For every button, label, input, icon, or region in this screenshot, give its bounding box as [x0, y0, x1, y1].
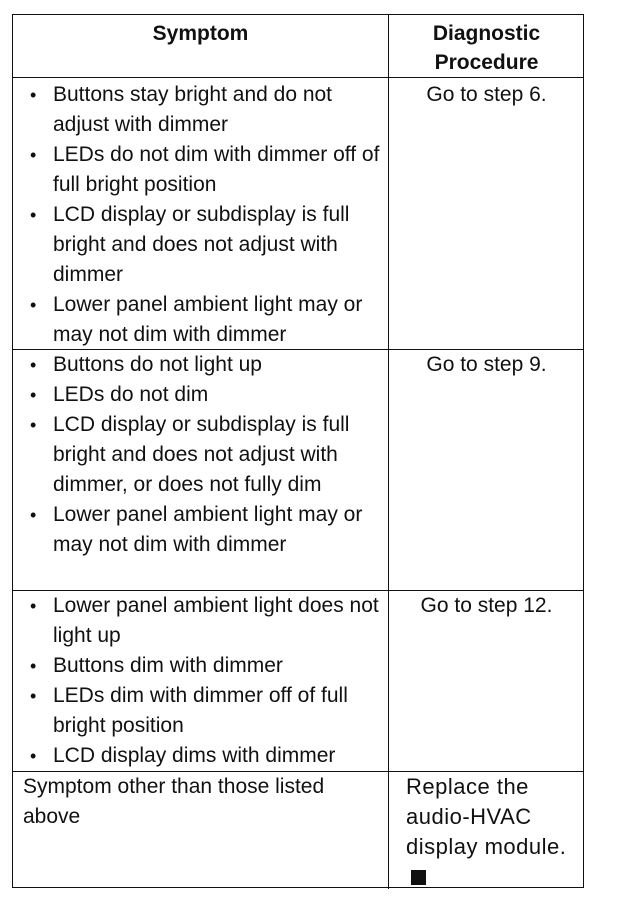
procedure-cell [390, 78, 583, 349]
header-symptom: Symptom [152, 22, 249, 45]
table-header-row [13, 15, 583, 77]
column-divider [388, 15, 389, 77]
symptom-list [13, 591, 382, 771]
symptom-cell [13, 772, 388, 889]
symptom-item: • Lower panel ambient light may or may not dim with dimmer [13, 500, 382, 560]
column-divider [388, 350, 389, 590]
symptom-item: • LCD display dims with dimmer [13, 741, 382, 771]
column-divider [388, 772, 389, 889]
symptom-item: • Buttons do not light up [13, 350, 382, 380]
table-row [13, 77, 583, 349]
header-procedure-cell [390, 15, 583, 77]
procedure-text: Go to step 12. [420, 594, 553, 617]
header-procedure-line2: Procedure [434, 51, 539, 74]
symptom-item: • LEDs do not dim [13, 380, 382, 410]
procedure-text: Go to step 6. [426, 83, 547, 106]
symptom-item: • LCD display or subdisplay is full bright and does not adjust with dimmer, or does not fully dim [13, 410, 382, 500]
diagnostic-table [12, 14, 584, 888]
end-of-section-mark [411, 870, 426, 885]
procedure-cell [390, 350, 583, 590]
symptom-item: • LEDs do not dim with dimmer off of full bright position [13, 140, 382, 200]
symptom-item: • Buttons stay bright and do not adjust with dimmer [13, 80, 382, 140]
symptom-cell [13, 78, 388, 349]
symptom-item: • Buttons dim with dimmer [13, 651, 382, 681]
procedure-cell [390, 591, 583, 771]
symptom-item: • LEDs dim with dimmer off of full bright position [13, 681, 382, 741]
symptom-cell [13, 350, 388, 590]
symptom-other-text: Symptom other than those listed above [23, 775, 325, 828]
header-procedure-line1: Diagnostic [432, 22, 541, 45]
table-row [13, 590, 583, 771]
symptom-list [13, 350, 382, 560]
column-divider [388, 591, 389, 771]
symptom-item: • Lower panel ambient light does not light up [13, 591, 382, 651]
procedure-replace-text: Replace the audio-HVAC display module. [406, 774, 567, 859]
symptom-item: • Lower panel ambient light may or may not dim with dimmer [13, 290, 382, 350]
table-row [13, 349, 583, 590]
column-divider [388, 78, 389, 349]
symptom-cell [13, 591, 388, 771]
symptom-list [13, 80, 382, 350]
procedure-text [390, 772, 575, 892]
table-row [13, 771, 583, 889]
header-symptom-cell [13, 15, 388, 77]
procedure-cell [390, 772, 583, 889]
procedure-text: Go to step 9. [426, 353, 547, 376]
symptom-item: • LCD display or subdisplay is full bright and does not adjust with dimmer [13, 200, 382, 290]
